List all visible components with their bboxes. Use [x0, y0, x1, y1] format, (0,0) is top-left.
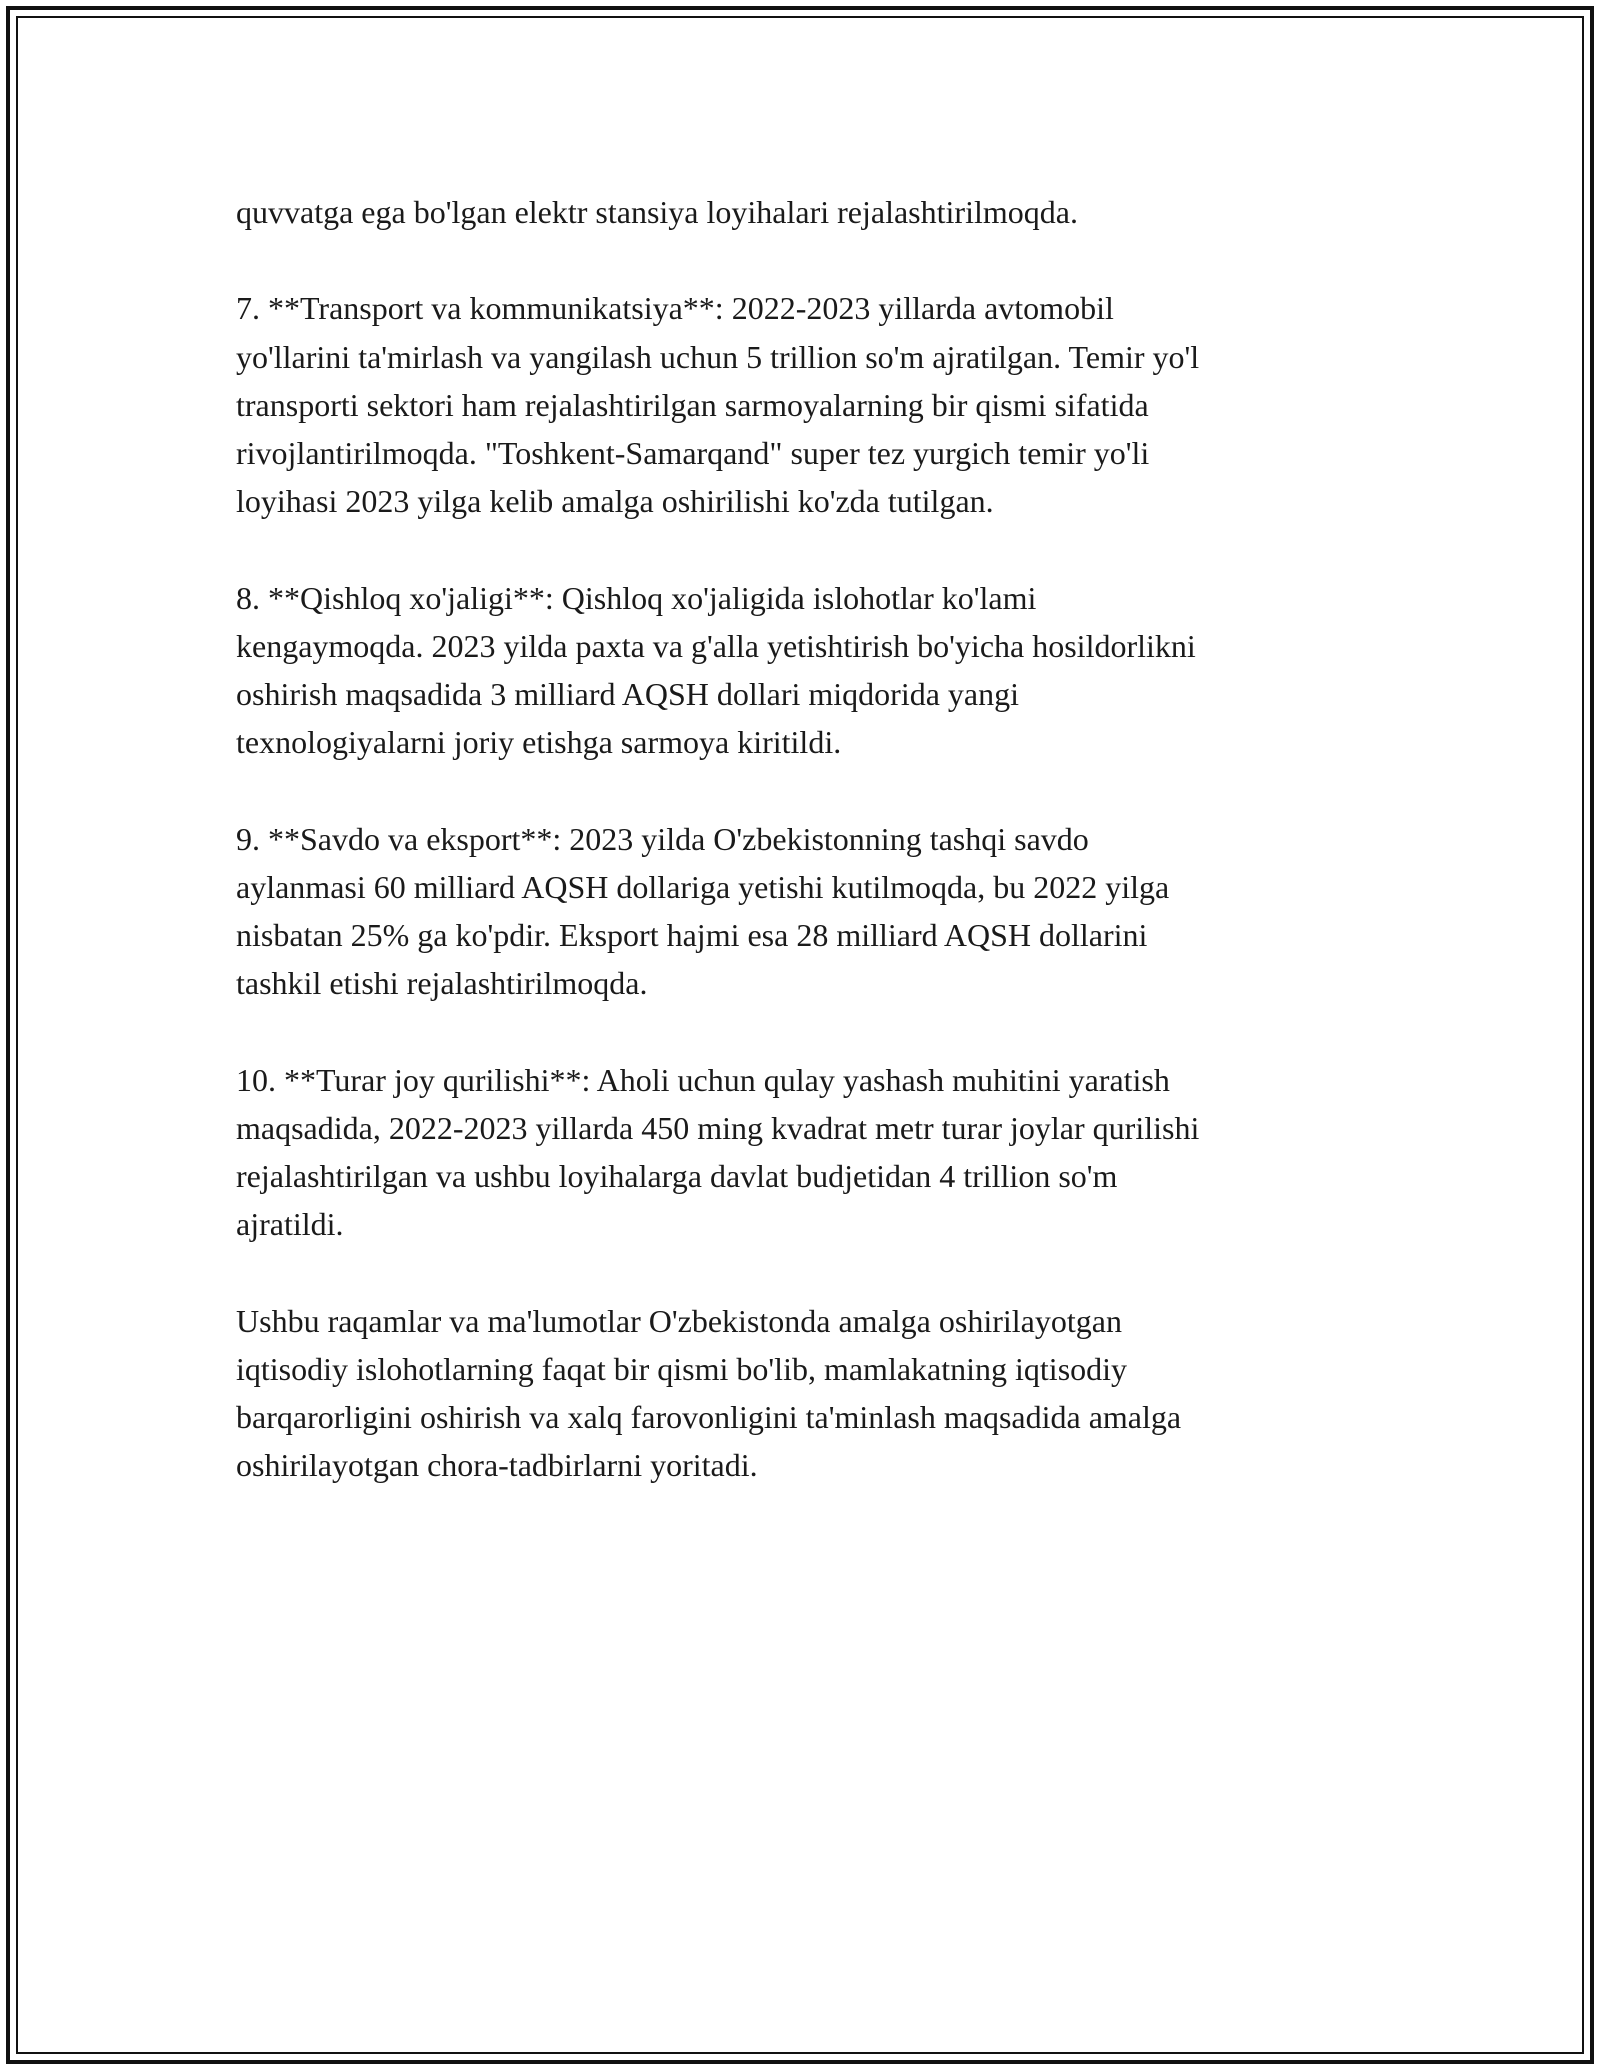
paragraph-housing: 10. **Turar joy qurilishi**: Aholi uchun qulay yashash muhitini yaratish maqsadida, 2022-2023 yillarda 450 ming kvadrat metr turar joylar qurilishi rejalashtirilgan va ushbu loyihalarga davlat budjetidan 4 trillion so'm ajratildi.: [236, 1061, 1200, 1243]
paragraph-conclusion: Ushbu raqamlar va ma'lumotlar O'zbekistonda amalga oshirilayotgan iqtisodiy islohotlarning faqat bir qismi bo'lib, mamlakatning iqtisodiy barqarorligini oshirish va xalq farovonligini ta'minlash maqsadida amalga oshirilayotgan chora-tadbirlarni yoritadi.: [236, 1302, 1182, 1484]
document-body: [236, 188, 1366, 1538]
paragraph-trade-export: 9. **Savdo va eksport**: 2023 yilda O'zbekistonning tashqi savdo aylanmasi 60 milliard AQSH dollariga yetishi kutilmoqda, bu 2022 yilga nisbatan 25% ga ko'pdir. Eksport hajmi esa 28 milliard AQSH dollarini tashkil etishi rejalashtirilmoqda.: [236, 820, 1170, 1002]
paragraph-continuation: quvvatga ega bo'lgan elektr stansiya loyihalari rejalashtirilmoqda.: [236, 194, 1078, 230]
paragraph-transport: 7. **Transport va kommunikatsiya**: 2022-2023 yillarda avtomobil yo'llarini ta'mirlash va yangilash uchun 5 trillion so'm ajratilgan. Temir yo'l transporti sektori ham rejalashtirilgan sarmoyalarning bir qismi sifatida rivojlantirilmoqda. "Toshkent-Samarqand" super tez yurgich temir yo'li loyihasi 2023 yilga kelib amalga oshirilishi ko'zda tutilgan.: [236, 290, 1200, 520]
paragraph-agriculture: 8. **Qishloq xo'jaligi**: Qishloq xo'jaligida islohotlar ko'lami kengaymoqda. 2023 yilda paxta va g'alla yetishtirish bo'yicha hosildorlikni oshirish maqsadida 3 milliard AQSH dollari miqdorida yangi texnologiyalarni joriy etishga sarmoya kiritildi.: [236, 579, 1196, 761]
